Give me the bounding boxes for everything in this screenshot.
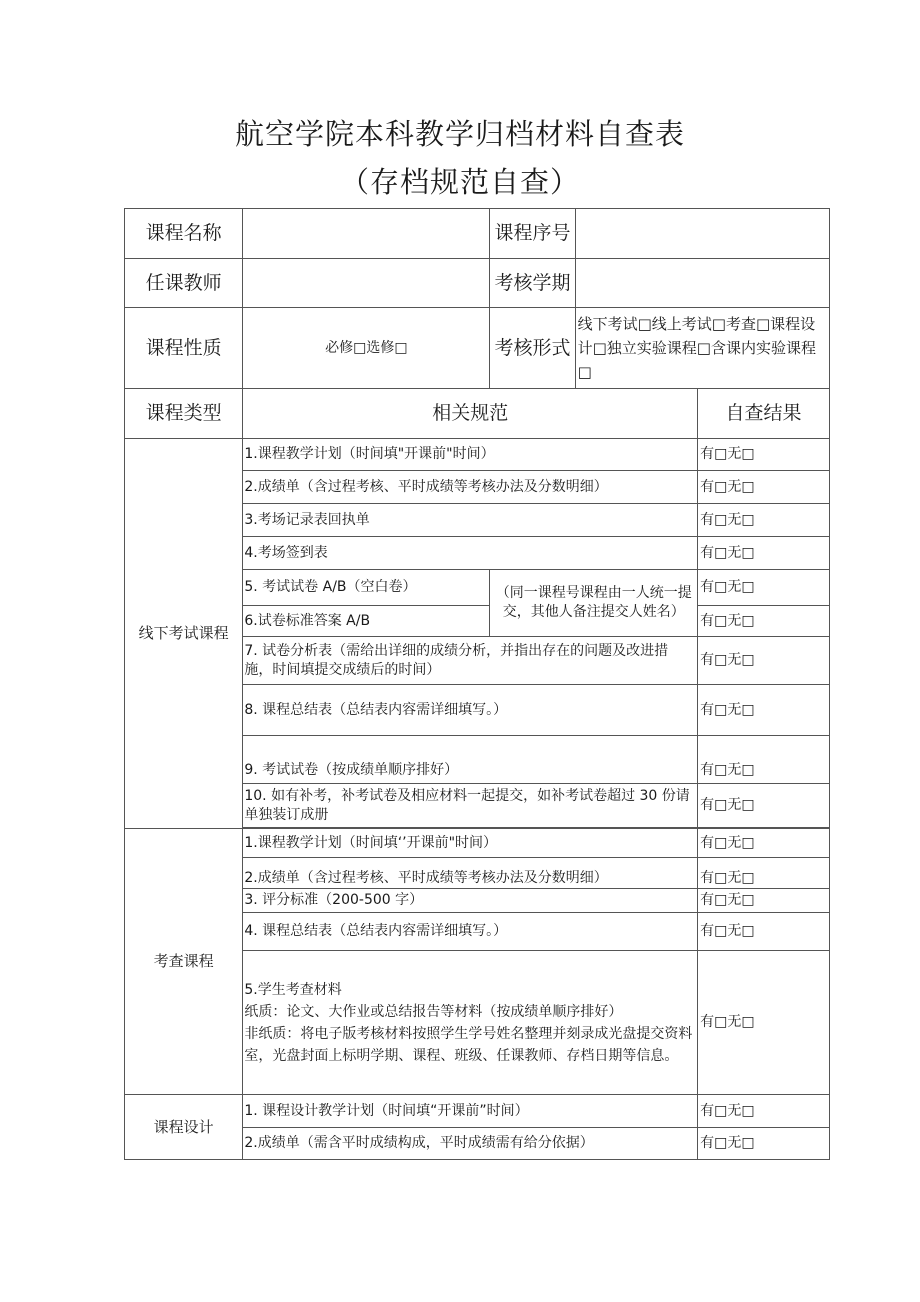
offline-result-1[interactable]: 有□无□ — [698, 439, 830, 471]
exam-form-label: 考核形式 — [490, 308, 575, 389]
inspection-result-3[interactable]: 有□无□ — [698, 889, 830, 913]
type-column-header: 课程类型 — [125, 389, 243, 439]
result-column-header: 自查结果 — [698, 389, 830, 439]
offline-item-3: 3.考场记录表回执单 — [243, 504, 698, 537]
offline-item-8: 8. 课程总结表（总结表内容需详细填写。） — [243, 685, 698, 736]
course-name-field[interactable] — [243, 209, 490, 259]
offline-item-4: 4.考场签到表 — [243, 537, 698, 570]
offline-item-2: 2.成绩单（含过程考核、平时成绩等考核办法及分数明细） — [243, 471, 698, 504]
offline-result-5[interactable]: 有□无□ — [698, 570, 830, 606]
offline-result-8[interactable]: 有□无□ — [698, 685, 830, 736]
term-field[interactable] — [575, 259, 829, 308]
offline-item-1: 1.课程教学计划（时间填"开课前"时间） — [243, 439, 698, 471]
inspection-item-1: 1.课程教学计划（时间填‘’开课前"时间） — [243, 829, 698, 858]
offline-item-9: 9. 考试试卷（按成绩单顺序排好） — [243, 736, 698, 784]
inspection-item-5-nonpaper: 非纸质：将电子版考核材料按照学生学号姓名整理并刻录成光盘提交资料室，光盘封面上标明学期、课程、班级、任课教师、存档日期等信息。 — [244, 1025, 693, 1064]
nature-options[interactable]: 必修□选修□ — [243, 308, 490, 389]
offline-item-10: 10. 如有补考，补考试卷及相应材料一起提交，如补考试卷超过 30 份请单独装订成册 — [243, 784, 698, 828]
inspection-item-5 — [243, 951, 698, 1095]
inspection-item-2: 2.成绩单（含过程考核、平时成绩等考核办法及分数明细） — [243, 858, 698, 889]
course-no-field[interactable] — [575, 209, 829, 259]
design-item-1: 1. 课程设计教学计划（时间填“开课前”时间） — [243, 1095, 698, 1128]
offline-result-10[interactable]: 有□无□ — [698, 784, 830, 828]
inspection-result-1[interactable]: 有□无□ — [698, 829, 830, 858]
offline-result-7[interactable]: 有□无□ — [698, 637, 830, 685]
inspection-category: 考查课程 — [125, 829, 243, 1095]
inspection-item-3: 3. 评分标准（200-500 字） — [243, 889, 698, 913]
teacher-field[interactable] — [243, 259, 490, 308]
offline-exam-category: 线下考试课程 — [125, 439, 243, 829]
offline-submit-note: （同一课程号课程由一人统一提交，其他人备注提交人姓名） — [490, 570, 698, 637]
inspection-result-4[interactable]: 有□无□ — [698, 913, 830, 951]
norm-column-header: 相关规范 — [243, 389, 698, 439]
exam-form-options[interactable]: 线下考试□线上考试□考查□课程设计□独立实验课程□含课内实验课程□ — [575, 308, 829, 389]
offline-result-9[interactable]: 有□无□ — [698, 736, 830, 784]
inspection-item-4: 4. 课程总结表（总结表内容需详细填写。） — [243, 913, 698, 951]
inspection-result-2[interactable]: 有□无□ — [698, 858, 830, 889]
page-subtitle: （存档规范自查） — [339, 165, 580, 199]
teacher-label: 任课教师 — [125, 259, 243, 308]
design-result-1[interactable]: 有□无□ — [698, 1095, 830, 1128]
offline-result-6[interactable]: 有□无□ — [698, 606, 830, 637]
page-title: 航空学院本科教学归档材料自查表 — [234, 117, 685, 151]
nature-label: 课程性质 — [125, 308, 243, 389]
inspection-item-5-paper: 纸质：论文、大作业或总结报告等材料（按成绩单顺序排好） — [244, 1003, 623, 1020]
course-design-category: 课程设计 — [125, 1095, 243, 1160]
inspection-item-5-title: 5.学生考查材料 — [244, 981, 342, 998]
design-result-2[interactable]: 有□无□ — [698, 1128, 830, 1160]
inspection-result-5[interactable]: 有□无□ — [698, 951, 830, 1095]
offline-result-4[interactable]: 有□无□ — [698, 537, 830, 570]
course-name-label: 课程名称 — [125, 209, 243, 259]
offline-item-7: 7. 试卷分析表（需给出详细的成绩分析，并指出存在的问题及改进措施，时间填提交成绩后的时间） — [243, 637, 698, 685]
offline-item-5: 5. 考试试卷 A/B（空白卷） — [243, 570, 490, 606]
course-no-label: 课程序号 — [490, 209, 575, 259]
term-label: 考核学期 — [490, 259, 575, 308]
offline-item-6: 6.试卷标准答案 A/B — [243, 606, 490, 637]
self-check-table — [124, 208, 830, 1160]
design-item-2: 2.成绩单（需含平时成绩构成，平时成绩需有给分依据） — [243, 1128, 698, 1160]
offline-result-3[interactable]: 有□无□ — [698, 504, 830, 537]
offline-result-2[interactable]: 有□无□ — [698, 471, 830, 504]
